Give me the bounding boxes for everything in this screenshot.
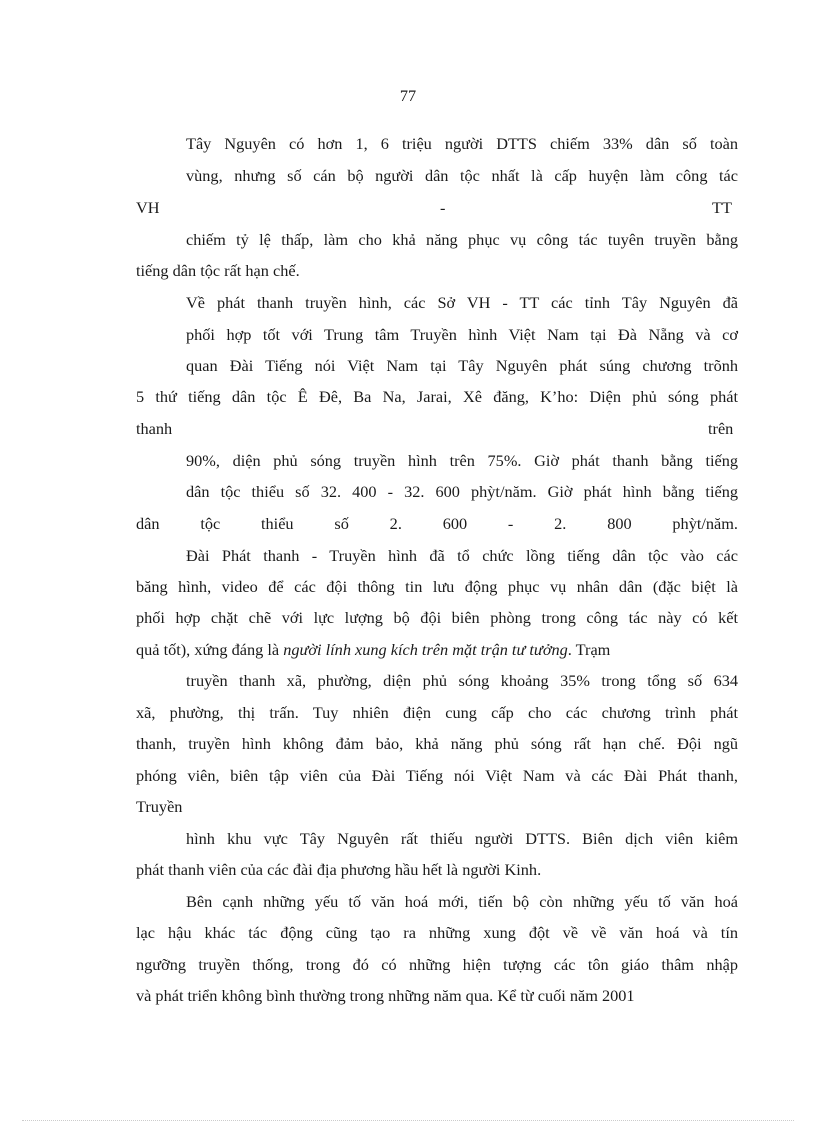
text-line: băng hình, video để các đội thông tin lưu động phục vụ nhân dân (đặc biệt là (136, 577, 738, 596)
text-run: quả tốt), xứng đáng là (136, 640, 284, 659)
text-line: Bên cạnh những yếu tố văn hoá mới, tiến bộ còn những yếu tố văn hoá (186, 892, 738, 911)
text-line: và phát triển không bình thường trong những năm qua. Kể từ cuối năm 2001 (136, 986, 635, 1005)
text-line: - (440, 198, 446, 217)
text-line: 90%, diện phủ sóng truyền hình trên 75%. Giờ phát thanh bằng tiếng (186, 451, 738, 470)
text-run: . Trạm (567, 640, 611, 659)
text-line: lạc hậu khác tác động cũng tạo ra những xung đột về về văn hoá và tín (136, 923, 738, 942)
text-line: dân tộc thiểu số 32. 400 - 32. 600 phỳt/năm. Giờ phát hình bằng tiếng (186, 482, 738, 501)
text-line: Truyền (136, 797, 183, 816)
text-line: phát thanh viên của các đài địa phương hầu hết là người Kinh. (136, 860, 542, 879)
text-line: dân tộc thiểu số 2. 600 - 2. 800 phỳt/năm. (136, 514, 738, 533)
page-number: 77 (399, 86, 417, 105)
text-line: hình khu vực Tây Nguyên rất thiếu người DTTS. Biên dịch viên kiêm (186, 829, 738, 848)
text-line: phối hợp tốt với Trung tâm Truyền hình Việt Nam tại Đà Nẵng và cơ (186, 325, 738, 344)
text-line: vùng, nhưng số cán bộ người dân tộc nhất là cấp huyện làm công tác (186, 166, 738, 185)
text-line-mixed (136, 640, 738, 660)
text-line: Đài Phát thanh - Truyền hình đã tổ chức lồng tiếng dân tộc vào các (186, 546, 738, 565)
text-line: TT (712, 198, 732, 217)
text-line: Về phát thanh truyền hình, các Sở VH - TT các tỉnh Tây Nguyên đã (186, 293, 738, 312)
text-line: phóng viên, biên tập viên của Đài Tiếng nói Việt Nam và các Đài Phát thanh, (136, 766, 738, 785)
text-line: xã, phường, thị trấn. Tuy nhiên điện cung cấp cho các chương trình phát (136, 703, 738, 722)
italic-phrase: người lính xung kích trên mặt trận tư tưởng (283, 640, 568, 659)
text-line: tiếng dân tộc rất hạn chế. (136, 261, 300, 280)
text-line: ngưỡng truyền thống, trong đó có những hiện tượng các tôn giáo thâm nhập (136, 955, 738, 974)
text-line: VH (136, 198, 160, 217)
text-line: truyền thanh xã, phường, diện phủ sóng khoảng 35% trong tổng số 634 (186, 671, 738, 690)
text-line: chiếm tỷ lệ thấp, làm cho khả năng phục vụ công tác tuyên truyền bằng (186, 230, 738, 249)
text-line: thanh, truyền hình không đảm bảo, khả năng phủ sóng rất hạn chế. Đội ngũ (136, 734, 738, 753)
text-line: trên (708, 419, 734, 438)
text-line: Tây Nguyên có hơn 1, 6 triệu người DTTS chiếm 33% dân số toàn (186, 134, 738, 153)
text-line: quan Đài Tiếng nói Việt Nam tại Tây Nguyên phát súng chương trõnh (186, 356, 738, 375)
text-line: phối hợp chặt chẽ với lực lượng bộ đội biên phòng trong công tác này có kết (136, 608, 738, 627)
text-line: 5 thứ tiếng dân tộc Ê Đê, Ba Na, Jarai, Xê đăng, K’ho: Diện phủ sóng phát (136, 387, 738, 406)
page-bottom-rule (22, 1120, 794, 1121)
text-line: thanh (136, 419, 173, 438)
